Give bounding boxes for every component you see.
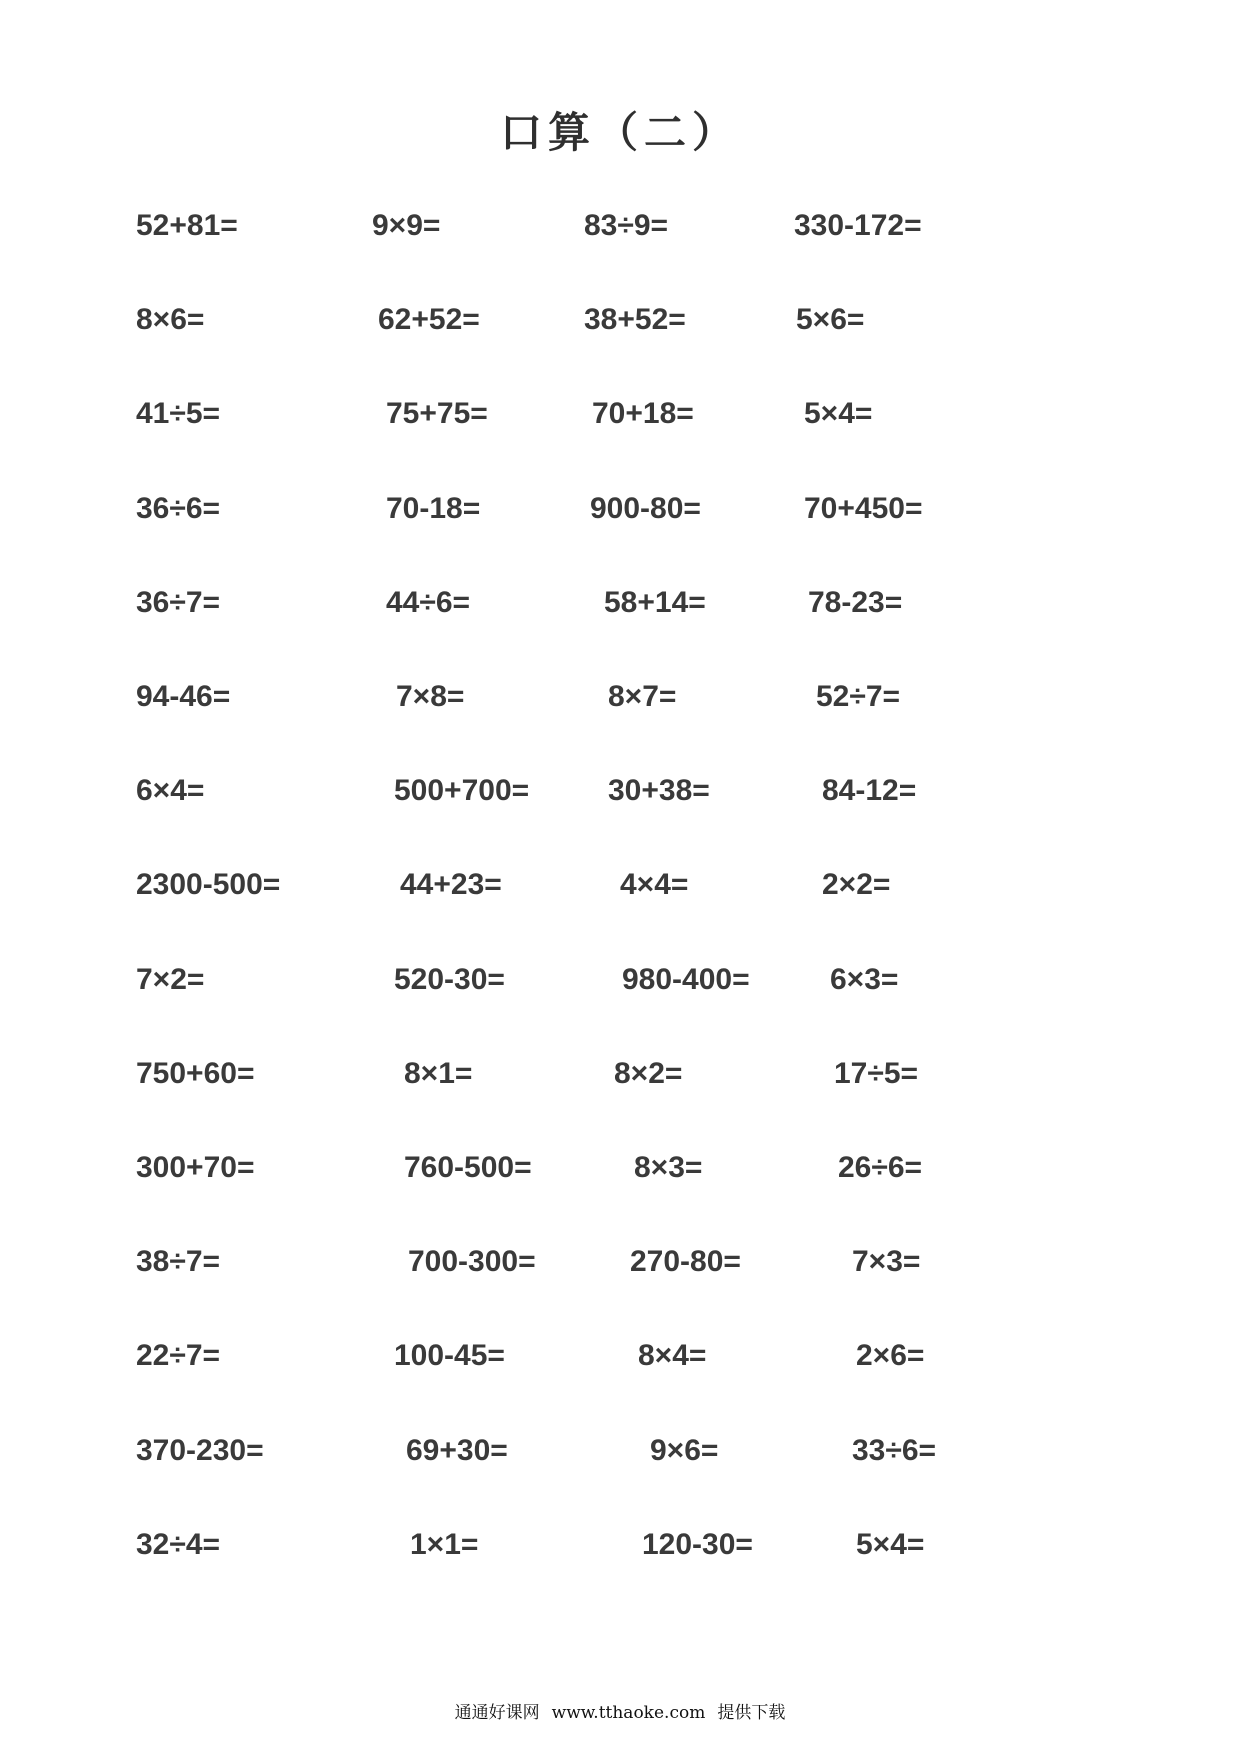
- math-problem: 5×4=: [804, 397, 873, 430]
- math-problem: 58+14=: [604, 586, 706, 619]
- math-problem: 22÷7=: [136, 1339, 221, 1372]
- math-problem: 70-18=: [386, 492, 481, 525]
- math-problem: 78-23=: [808, 586, 903, 619]
- math-problem: 900-80=: [590, 492, 701, 525]
- math-problem: 500+700=: [394, 774, 530, 807]
- page-title: 口算（二）: [499, 108, 740, 157]
- math-problem: 7×8=: [396, 680, 465, 713]
- math-problem: 41÷5=: [136, 397, 221, 430]
- math-problem: 44÷6=: [386, 586, 471, 619]
- math-problem: 370-230=: [136, 1434, 264, 1467]
- math-problem: 69+30=: [406, 1434, 508, 1467]
- math-problem: 38+52=: [584, 303, 686, 336]
- math-problem: 36÷7=: [136, 586, 221, 619]
- math-problem: 100-45=: [394, 1339, 505, 1372]
- footer: [0, 1698, 1240, 1723]
- math-problem: 760-500=: [404, 1151, 532, 1184]
- math-problem: 62+52=: [378, 303, 480, 336]
- math-problem: 2×2=: [822, 868, 891, 901]
- problem-row: [0, 489, 1240, 529]
- math-problem: 8×1=: [404, 1057, 473, 1090]
- math-problem: 8×6=: [136, 303, 205, 336]
- math-problem: 83÷9=: [584, 209, 669, 242]
- problem-row: [0, 960, 1240, 1000]
- math-problem: 1×1=: [410, 1528, 479, 1561]
- math-problem: 700-300=: [408, 1245, 536, 1278]
- math-problem: 32÷4=: [136, 1528, 221, 1561]
- problem-row: [0, 1525, 1240, 1565]
- math-problem: 26÷6=: [838, 1151, 923, 1184]
- problem-row: [0, 677, 1240, 717]
- footer-note: 提供下载: [717, 1703, 786, 1723]
- math-problem: 84-12=: [822, 774, 917, 807]
- math-problem: 2300-500=: [136, 868, 281, 901]
- math-problem: 17÷5=: [834, 1057, 919, 1090]
- math-problem: 44+23=: [400, 868, 502, 901]
- problem-row: [0, 300, 1240, 340]
- math-problem: 36÷6=: [136, 492, 221, 525]
- math-problem: 750+60=: [136, 1057, 255, 1090]
- math-problem: 6×3=: [830, 963, 899, 996]
- problem-row: [0, 771, 1240, 811]
- problem-row: [0, 206, 1240, 246]
- problem-row: [0, 865, 1240, 905]
- problem-row: [0, 1054, 1240, 1094]
- math-problem: 5×6=: [796, 303, 865, 336]
- math-problem: 2×6=: [856, 1339, 925, 1372]
- math-problem: 94-46=: [136, 680, 231, 713]
- footer-site-name: 通通好课网: [454, 1703, 540, 1723]
- math-problem: 7×3=: [852, 1245, 921, 1278]
- math-problem: 8×3=: [634, 1151, 703, 1184]
- math-problem: 300+70=: [136, 1151, 255, 1184]
- math-problem: 120-30=: [642, 1528, 753, 1561]
- math-problem: 8×7=: [608, 680, 677, 713]
- footer-url: www.tthaoke.com: [551, 1703, 706, 1723]
- math-problem: 75+75=: [386, 397, 488, 430]
- problem-row: [0, 1242, 1240, 1282]
- math-problem: 6×4=: [136, 774, 205, 807]
- problem-row: [0, 583, 1240, 623]
- math-problem: 33÷6=: [852, 1434, 937, 1467]
- math-problem: 38÷7=: [136, 1245, 221, 1278]
- math-problem: 8×2=: [614, 1057, 683, 1090]
- math-problem: 330-172=: [794, 209, 922, 242]
- math-problem: 7×2=: [136, 963, 205, 996]
- problem-row: [0, 394, 1240, 434]
- problem-row: [0, 1336, 1240, 1376]
- math-problem: 270-80=: [630, 1245, 741, 1278]
- math-problem: 30+38=: [608, 774, 710, 807]
- math-problem: 52+81=: [136, 209, 238, 242]
- math-problem: 9×6=: [650, 1434, 719, 1467]
- math-problem: 70+450=: [804, 492, 923, 525]
- problem-row: [0, 1431, 1240, 1471]
- problem-row: [0, 1148, 1240, 1188]
- math-problem: 9×9=: [372, 209, 441, 242]
- math-problem: 5×4=: [856, 1528, 925, 1561]
- math-problem: 8×4=: [638, 1339, 707, 1372]
- math-problem: 52÷7=: [816, 680, 901, 713]
- math-problem: 980-400=: [622, 963, 750, 996]
- math-problem: 4×4=: [620, 868, 689, 901]
- math-problem: 520-30=: [394, 963, 505, 996]
- math-problem: 70+18=: [592, 397, 694, 430]
